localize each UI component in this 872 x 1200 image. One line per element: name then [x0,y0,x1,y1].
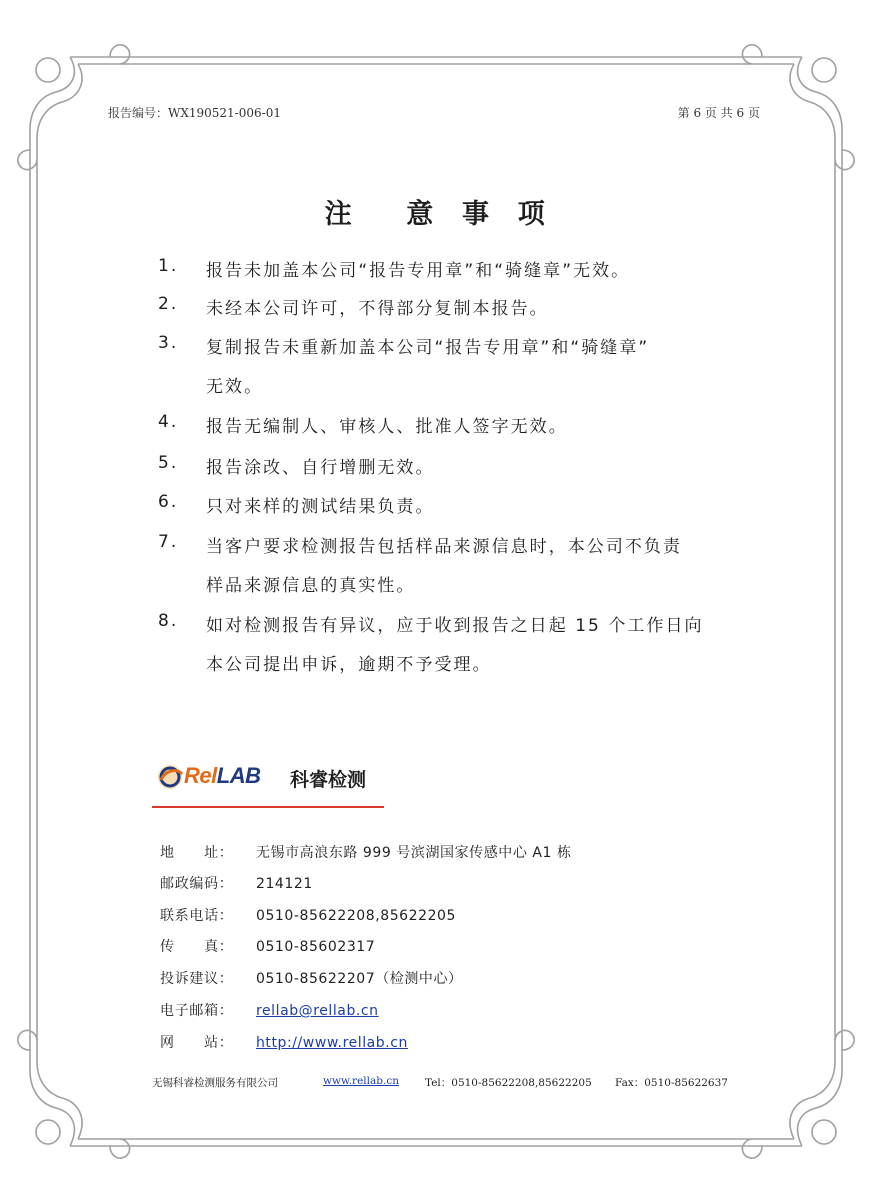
footer-company: 无锡科睿检测服务有限公司 [152,1077,278,1089]
notice-text: 复制报告未重新加盖本公司“报告专用章”和“骑缝章” [206,338,650,358]
rellab-logo-icon [155,760,185,794]
complaint-value: 0510-85622207（检测中心） [256,971,463,987]
logo-rel-text: Rel [184,763,217,788]
notice-number: 8. [158,611,179,631]
company-name-cn: 科睿检测 [290,769,367,791]
rellab-wordmark [184,763,260,789]
notice-text: 未经本公司许可，不得部分复制本报告。 [206,299,549,319]
title-char: 注 [324,199,355,230]
notice-text: 报告涂改、自行增删无效。 [206,458,435,478]
notice-text: 报告无编制人、审核人、批准人签字无效。 [206,417,568,437]
contact-address [160,842,572,862]
notice-number: 3. [158,333,179,353]
report-number: 报告编号：WX190521-006-01 [108,106,281,120]
notice-number: 4. [158,412,179,432]
complaint-label: 投诉建议： [160,971,234,987]
fax-value: 0510-85602317 [256,939,376,955]
phone-value: 0510-85622208,85622205 [256,908,456,924]
notice-number: 2. [158,294,179,314]
notice-text: 报告未加盖本公司“报告专用章”和“骑缝章”无效。 [206,261,631,281]
website-label: 网 站： [160,1035,234,1051]
notice-text-continued: 本公司提出申诉，逾期不予受理。 [206,655,492,675]
title-char: 项 [517,199,548,230]
notice-text: 如对检测报告有异议，应于收到报告之日起 15 个工作日向 [206,616,704,636]
contact-phone [160,905,456,925]
contact-fax [160,936,375,956]
title-char: 意 [406,199,436,230]
email-link[interactable]: rellab@rellab.cn [256,1003,379,1019]
footer-tel: Tel：0510-85622208,85622205 [425,1077,592,1089]
address-label: 地 址： [160,845,234,861]
notice-number: 1. [158,256,179,276]
title-char: 事 [462,199,492,230]
fax-label: 传 真： [160,939,234,955]
contact-complaint [160,968,463,988]
notice-number: 5. [158,453,179,473]
contact-website [160,1032,408,1052]
page-title [0,192,872,231]
website-link[interactable]: http://www.rellab.cn [256,1035,408,1051]
email-label: 电子邮箱： [160,1003,234,1019]
notice-text-continued: 无效。 [206,377,264,397]
phone-label: 联系电话： [160,908,234,924]
logo-lab-text: LAB [216,763,261,788]
notice-text: 当客户要求检测报告包括样品来源信息时，本公司不负责 [206,537,682,557]
footer-url-link[interactable]: www.rellab.cn [323,1075,399,1087]
postcode-label: 邮政编码： [160,876,234,892]
notice-text-continued: 样品来源信息的真实性。 [206,576,416,596]
page-indicator: 第 6 页 共 6 页 [677,106,760,120]
notice-number: 7. [158,532,179,552]
logo-divider [152,806,384,808]
contact-email [160,1000,379,1020]
contact-postcode [160,873,313,893]
footer-fax: Fax：0510-85622637 [615,1077,728,1089]
postcode-value: 214121 [256,876,313,892]
address-value: 无锡市高浪东路 999 号滨湖国家传感中心 A1 栋 [256,845,572,861]
notice-number: 6. [158,492,179,512]
notice-text: 只对来样的测试结果负责。 [206,497,435,517]
